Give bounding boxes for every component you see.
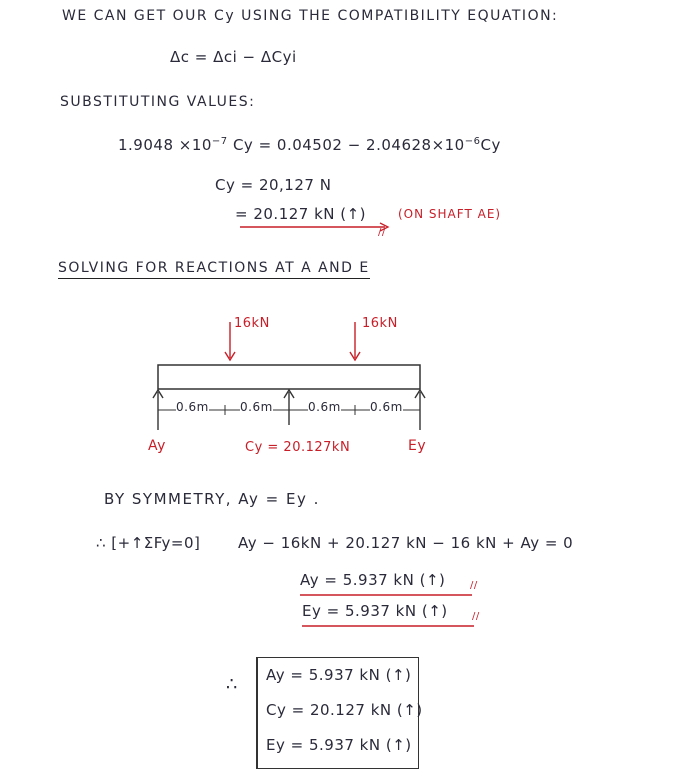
ey-label: Ey: [408, 438, 427, 454]
sum-prefix: ∴ [+↑ΣFy=0]: [96, 534, 201, 552]
final-ey: Ey = 5.937 kN (↑): [266, 736, 412, 754]
compatibility-equation: Δc = Δci − ΔCyi: [170, 48, 297, 66]
cy-shaft-note: (ON SHAFT AE): [398, 207, 502, 221]
sum-equation: Ay − 16kN + 20.127 kN − 16 kN + Ay = 0: [238, 534, 574, 552]
eq-left-exp: −7: [211, 136, 228, 147]
substituting-heading: SUBSTITUTING VALUES:: [60, 94, 256, 110]
eq-right: Cy: [480, 136, 501, 154]
ay-result: Ay = 5.937 kN (↑): [300, 571, 446, 589]
ay-result-mark: //: [470, 580, 478, 591]
final-ay: Ay = 5.937 kN (↑): [266, 666, 412, 684]
intro-line: WE CAN GET OUR Cy USING THE COMPATIBILITY EQUATION:: [62, 8, 559, 24]
beam: [158, 365, 420, 389]
cy-label: Cy = 20.127kN: [245, 440, 351, 455]
symmetry-line: BY SYMMETRY, Ay = Ey .: [104, 490, 320, 508]
cy-value: Cy = 20,127 N: [215, 176, 332, 194]
solving-heading: SOLVING FOR REACTIONS AT A AND E: [58, 260, 370, 279]
final-results-box: [256, 657, 423, 769]
cy-kn-value: = 20.127 kN (↑): [235, 205, 367, 223]
load1-label: 16kN: [234, 316, 270, 331]
load2-label: 16kN: [362, 316, 398, 331]
ey-result-mark: //: [472, 611, 480, 622]
eq-mid-exp: −6: [464, 136, 481, 147]
eq-left: 1.9048 ×10: [118, 136, 212, 154]
therefore-symbol: ∴: [226, 674, 238, 695]
final-cy: Cy = 20.127 kN (↑): [266, 701, 423, 719]
eq-mid: Cy = 0.04502 − 2.04628×10: [232, 136, 465, 154]
span2-label: 0.6m: [240, 400, 273, 414]
span3-label: 0.6m: [308, 400, 341, 414]
ey-result: Ey = 5.937 kN (↑): [302, 602, 448, 620]
ay-label: Ay: [148, 438, 166, 454]
span1-label: 0.6m: [176, 400, 209, 414]
cy-final-mark: //: [378, 227, 386, 238]
span4-label: 0.6m: [370, 400, 403, 414]
